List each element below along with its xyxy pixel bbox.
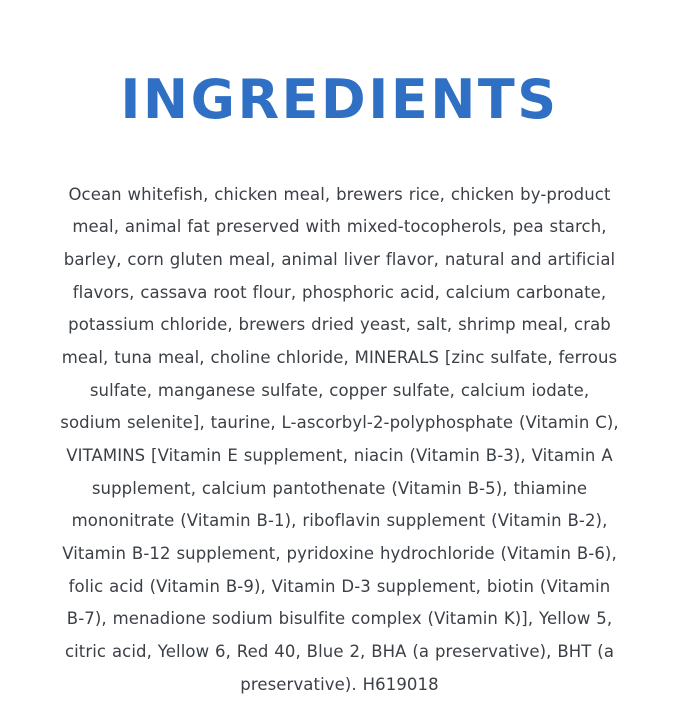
page-title: INGREDIENTS (120, 68, 559, 131)
ingredients-text: Ocean whitefish, chicken meal, brewers rice, chicken by-product meal, animal fat preserved with mixed-tocopherols, pea starch, barley, corn gluten meal, animal liver flavor, natural and artificial flavors, cassava root flour, phosphoric acid, calcium carbonate, potassium chloride, brewers dried yeast, salt, shrimp meal, crab meal, tuna meal, choline chloride, MINERALS [zinc sulfate, ferrous sulfate, manganese sulfate, copper sulfate, calcium iodate, sodium selenite], taurine, L-ascorbyl-2-polyphosphate (Vitamin C), VITAMINS [Vitamin E supplement, niacin (Vitamin B-3), Vitamin A supplement, calcium pantothenate (Vitamin B-5), thiamine mononitrate (Vitamin B-1), riboflavin supplement (Vitamin B-2), Vitamin B-12 supplement, pyridoxine hydrochloride (Vitamin B-6), folic acid (Vitamin B-9), Vitamin D-3 supplement, biotin (Vitamin B-7), menadione sodium bisulfite complex (Vitamin K)], Yellow 5, citric acid, Yellow 6, Red 40, Blue 2, BHA (a preservative), BHT (a preservative). H619018 (60, 184, 619, 694)
